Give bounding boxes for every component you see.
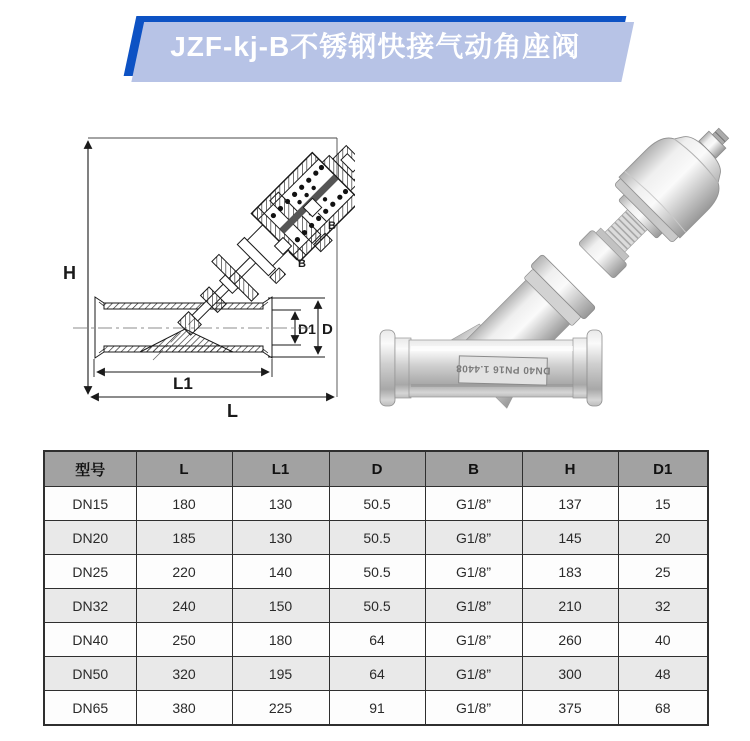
cell-h: 145 [522, 521, 618, 555]
cell-h: 137 [522, 487, 618, 521]
cell-l: 185 [136, 521, 232, 555]
cell-d: 64 [329, 623, 425, 657]
page-title: JZF-kj-B不锈钢快接气动角座阀 [170, 31, 581, 62]
technical-drawing [55, 112, 355, 430]
cell-d1: 32 [618, 589, 708, 623]
title-banner [0, 16, 750, 76]
spec-table-header-cell: D [329, 451, 425, 487]
cell-l: 220 [136, 555, 232, 589]
valve-seat-weir [140, 329, 233, 352]
cell-l1: 140 [232, 555, 329, 589]
table-row [44, 589, 708, 623]
cell-model: DN25 [44, 555, 136, 589]
cell-d1: 68 [618, 691, 708, 726]
cell-d1: 20 [618, 521, 708, 555]
spec-table-header-cell: L [136, 451, 232, 487]
cell-d: 50.5 [329, 487, 425, 521]
cell-d1: 48 [618, 657, 708, 691]
cell-h: 375 [522, 691, 618, 726]
dim-label-b-upper: B [328, 220, 336, 232]
cell-h: 300 [522, 657, 618, 691]
cell-l1: 130 [232, 521, 329, 555]
valve-pipe [380, 330, 602, 406]
cell-l: 380 [136, 691, 232, 726]
spec-table-header-cell: D1 [618, 451, 708, 487]
table-row [44, 521, 708, 555]
cell-d1: 15 [618, 487, 708, 521]
cell-b: G1/8” [425, 521, 522, 555]
cell-h: 183 [522, 555, 618, 589]
cell-b: G1/8” [425, 657, 522, 691]
cell-b: G1/8” [425, 555, 522, 589]
spec-table-header-cell: 型号 [44, 451, 136, 487]
cell-model: DN40 [44, 623, 136, 657]
table-row [44, 657, 708, 691]
cell-d: 50.5 [329, 555, 425, 589]
cell-l: 240 [136, 589, 232, 623]
spec-table [43, 450, 709, 726]
spec-table-header-cell: L1 [232, 451, 329, 487]
cell-l: 250 [136, 623, 232, 657]
dim-H [63, 141, 88, 394]
cell-b: G1/8” [425, 589, 522, 623]
dim-label-l: L [227, 401, 238, 421]
cell-b: G1/8” [425, 691, 522, 726]
title-banner-plate [124, 16, 627, 76]
dim-label-d1: D1 [298, 321, 316, 337]
cell-d: 50.5 [329, 589, 425, 623]
dim-label-b-lower: B [298, 258, 306, 270]
table-row [44, 555, 708, 589]
spec-table-header-cell: B [425, 451, 522, 487]
product-photo [355, 122, 730, 434]
cell-b: G1/8” [425, 487, 522, 521]
body-marking-plate [455, 356, 550, 385]
cell-d: 50.5 [329, 521, 425, 555]
body-marking-text: DN40 PN16 1.4408 [455, 362, 551, 376]
cell-l1: 150 [232, 589, 329, 623]
dim-L1 [94, 359, 272, 393]
dim-label-h: H [63, 263, 76, 283]
cell-l1: 130 [232, 487, 329, 521]
cell-model: DN65 [44, 691, 136, 726]
dim-D-D1 [268, 298, 333, 357]
cell-model: DN20 [44, 521, 136, 555]
cell-d: 64 [329, 657, 425, 691]
cell-h: 210 [522, 589, 618, 623]
table-row [44, 487, 708, 521]
cell-l1: 180 [232, 623, 329, 657]
cell-l1: 225 [232, 691, 329, 726]
cell-l: 180 [136, 487, 232, 521]
spec-table-header-row [44, 451, 708, 487]
dim-label-d: D [322, 321, 333, 338]
cell-l1: 195 [232, 657, 329, 691]
cell-b: G1/8” [425, 623, 522, 657]
dim-label-l1: L1 [173, 374, 193, 393]
cell-model: DN15 [44, 487, 136, 521]
table-row [44, 691, 708, 726]
dim-L [91, 397, 334, 421]
cell-h: 260 [522, 623, 618, 657]
cell-model: DN50 [44, 657, 136, 691]
cell-d: 91 [329, 691, 425, 726]
cell-d1: 40 [618, 623, 708, 657]
table-row [44, 623, 708, 657]
spec-table-header-cell: H [522, 451, 618, 487]
cell-l: 320 [136, 657, 232, 691]
cell-model: DN32 [44, 589, 136, 623]
cell-d1: 25 [618, 555, 708, 589]
